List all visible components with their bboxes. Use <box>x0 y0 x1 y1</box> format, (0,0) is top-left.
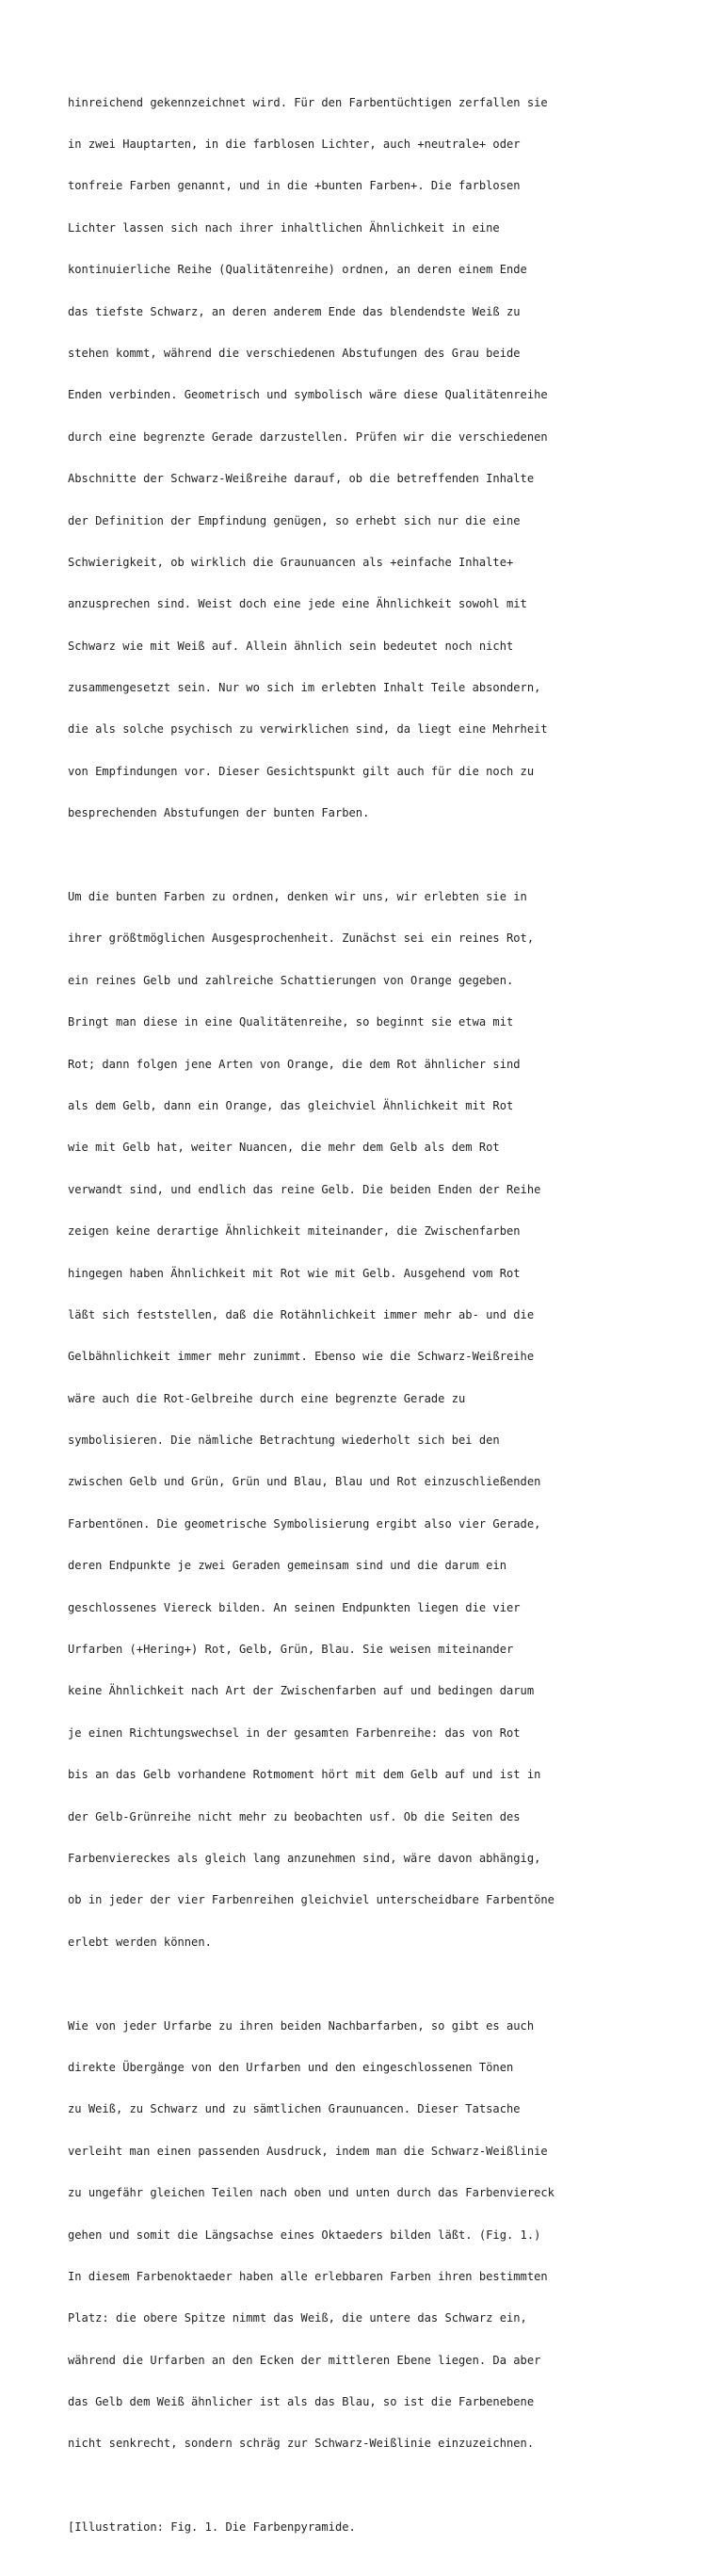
text-line: stehen kommt, während die verschiedenen Abstufungen des Grau beide <box>68 346 521 360</box>
illustration-caption <box>68 2493 633 2563</box>
text-line: während die Urfarben an den Ecken der mittleren Ebene liegen. Da aber <box>68 2353 541 2367</box>
text-line: Platz: die obere Spitze nimmt das Weiß, die untere das Schwarz ein, <box>68 2311 527 2325</box>
text-line: geschlossenes Viereck bilden. An seinen Endpunkten liegen die vier <box>68 1600 521 1614</box>
text-line: ob in jeder der vier Farbenreihen gleichviel unterscheidbare Farbentöne <box>68 1893 554 1907</box>
text-line: keine Ähnlichkeit nach Art der Zwischenfarben auf und bedingen darum <box>68 1684 535 1698</box>
text-line: durch eine begrenzte Gerade darzustellen. Prüfen wir die verschiedenen <box>68 429 548 444</box>
text-line: ein reines Gelb und zahlreiche Schattierungen von Orange gegeben. <box>68 973 514 987</box>
text-line: je einen Richtungswechsel in der gesamten Farbenreihe: das von Rot <box>68 1725 521 1740</box>
text-line: Um die bunten Farben zu ordnen, denken wir uns, wir erlebten sie in <box>68 890 527 904</box>
text-line: erlebt werden können. <box>68 1935 212 1949</box>
text-line: kontinuierliche Reihe (Qualitätenreihe) ordnen, an deren einem Ende <box>68 263 527 277</box>
text-line: läßt sich feststellen, daß die Rotähnlichkeit immer mehr ab- und die <box>68 1307 535 1321</box>
text-line: Lichter lassen sich nach ihrer inhaltlichen Ähnlichkeit in eine <box>68 220 500 235</box>
text-line: die als solche psychisch zu verwirklichen sind, da liegt eine Mehrheit <box>68 722 548 737</box>
text-line: Gelbähnlichkeit immer mehr zunimmt. Ebenso wie die Schwarz-Weißreihe <box>68 1350 535 1364</box>
text-line: verwandt sind, und endlich das reine Gelb. Die beiden Enden der Reihe <box>68 1182 541 1196</box>
paragraph-3 <box>68 1991 633 2479</box>
text-line: der Definition der Empfindung genügen, so erhebt sich nur die eine <box>68 513 521 527</box>
text-line: Bringt man diese in eine Qualitätenreihe, so beginnt sie etwa mit <box>68 1015 514 1029</box>
text-line: In diesem Farbenoktaeder haben alle erlebbaren Farben ihren bestimmten <box>68 2269 548 2283</box>
text-line: Schwarz wie mit Weiß auf. Allein ähnlich sein bedeutet noch nicht <box>68 639 514 653</box>
text-line: verleiht man einen passenden Ausdruck, indem man die Schwarz-Weißlinie <box>68 2144 548 2158</box>
text-line: Farbenviereckes als gleich lang anzunehmen sind, wäre davon abhängig, <box>68 1852 541 1865</box>
text-line: Rot; dann folgen jene Arten von Orange, die dem Rot ähnlicher sind <box>68 1057 521 1071</box>
text-line: zu Weiß, zu Schwarz und zu sämtlichen Graunuancen. Dieser Tatsache <box>68 2102 521 2116</box>
document-page <box>68 68 633 2576</box>
text-line: symbolisieren. Die nämliche Betrachtung wiederholt sich bei den <box>68 1434 500 1448</box>
text-line: zeigen keine derartige Ähnlichkeit miteinander, die Zwischenfarben <box>68 1224 521 1239</box>
text-line: Abschnitte der Schwarz-Weißreihe darauf, ob die betreffenden Inhalte <box>68 472 535 486</box>
paragraph-1 <box>68 68 633 849</box>
text-line: zwischen Gelb und Grün, Grün und Blau, Blau und Rot einzuschließenden <box>68 1475 541 1489</box>
text-line: von Empfindungen vor. Dieser Gesichtspunkt gilt auch für die noch zu <box>68 764 535 778</box>
text-line: das Gelb dem Weiß ähnlicher ist als das Blau, so ist die Farbenebene <box>68 2395 535 2409</box>
text-line: [Illustration: Fig. 1. Die Farbenpyramide. <box>68 2520 356 2535</box>
text-line: nicht senkrecht, sondern schräg zur Schwarz-Weißlinie einzuzeichnen. <box>68 2437 535 2451</box>
text-line: als dem Gelb, dann ein Orange, das gleichviel Ähnlichkeit mit Rot <box>68 1098 514 1112</box>
text-line: zu ungefähr gleichen Teilen nach oben und unten durch das Farbenviereck <box>68 2186 554 2200</box>
text-line: Wie von jeder Urfarbe zu ihren beiden Nachbarfarben, so gibt es auch <box>68 2018 535 2033</box>
text-line: Enden verbinden. Geometrisch und symbolisch wäre diese Qualitätenreihe <box>68 388 548 402</box>
text-line: zusammengesetzt sein. Nur wo sich im erlebten Inhalt Teile absondern, <box>68 681 541 695</box>
text-line: direkte Übergänge von den Urfarben und den eingeschlossenen Tönen <box>68 2060 514 2074</box>
text-line: hingegen haben Ähnlichkeit mit Rot wie mit Gelb. Ausgehend vom Rot <box>68 1266 521 1280</box>
text-line: der Gelb-Grünreihe nicht mehr zu beobachten usf. Ob die Seiten des <box>68 1809 521 1823</box>
text-line: tonfreie Farben genannt, und in die +bunten Farben+. Die farblosen <box>68 179 521 193</box>
text-line: anzusprechen sind. Weist doch eine jede eine Ähnlichkeit sowohl mit <box>68 597 527 611</box>
text-line: Farbentönen. Die geometrische Symbolisierung ergibt also vier Gerade, <box>68 1516 541 1531</box>
text-line: in zwei Hauptarten, in die farblosen Lichter, auch +neutrale+ oder <box>68 137 521 151</box>
text-line: ihrer größtmöglichen Ausgesprochenheit. Zunächst sei ein reines Rot, <box>68 932 535 946</box>
text-line: das tiefste Schwarz, an deren anderem Ende das blendendste Weiß zu <box>68 304 521 318</box>
text-line: deren Endpunkte je zwei Geraden gemeinsam sind und die darum ein <box>68 1559 506 1573</box>
text-line: gehen und somit die Längsachse eines Oktaeders bilden läßt. (Fig. 1.) <box>68 2228 541 2242</box>
text-line: besprechenden Abstufungen der bunten Farben. <box>68 806 370 820</box>
text-line: Urfarben (+Hering+) Rot, Gelb, Grün, Blau. Sie weisen miteinander <box>68 1643 514 1657</box>
paragraph-2 <box>68 862 633 1977</box>
text-line: Schwierigkeit, ob wirklich die Graunuancen als +einfache Inhalte+ <box>68 555 514 569</box>
text-line: hinreichend gekennzeichnet wird. Für den Farbentüchtigen zerfallen sie <box>68 95 548 109</box>
text-line: wäre auch die Rot-Gelbreihe durch eine begrenzte Gerade zu <box>68 1391 466 1405</box>
text-line: bis an das Gelb vorhandene Rotmoment hört mit dem Gelb auf und ist in <box>68 1768 541 1782</box>
text-line: wie mit Gelb hat, weiter Nuancen, die mehr dem Gelb als dem Rot <box>68 1141 500 1155</box>
